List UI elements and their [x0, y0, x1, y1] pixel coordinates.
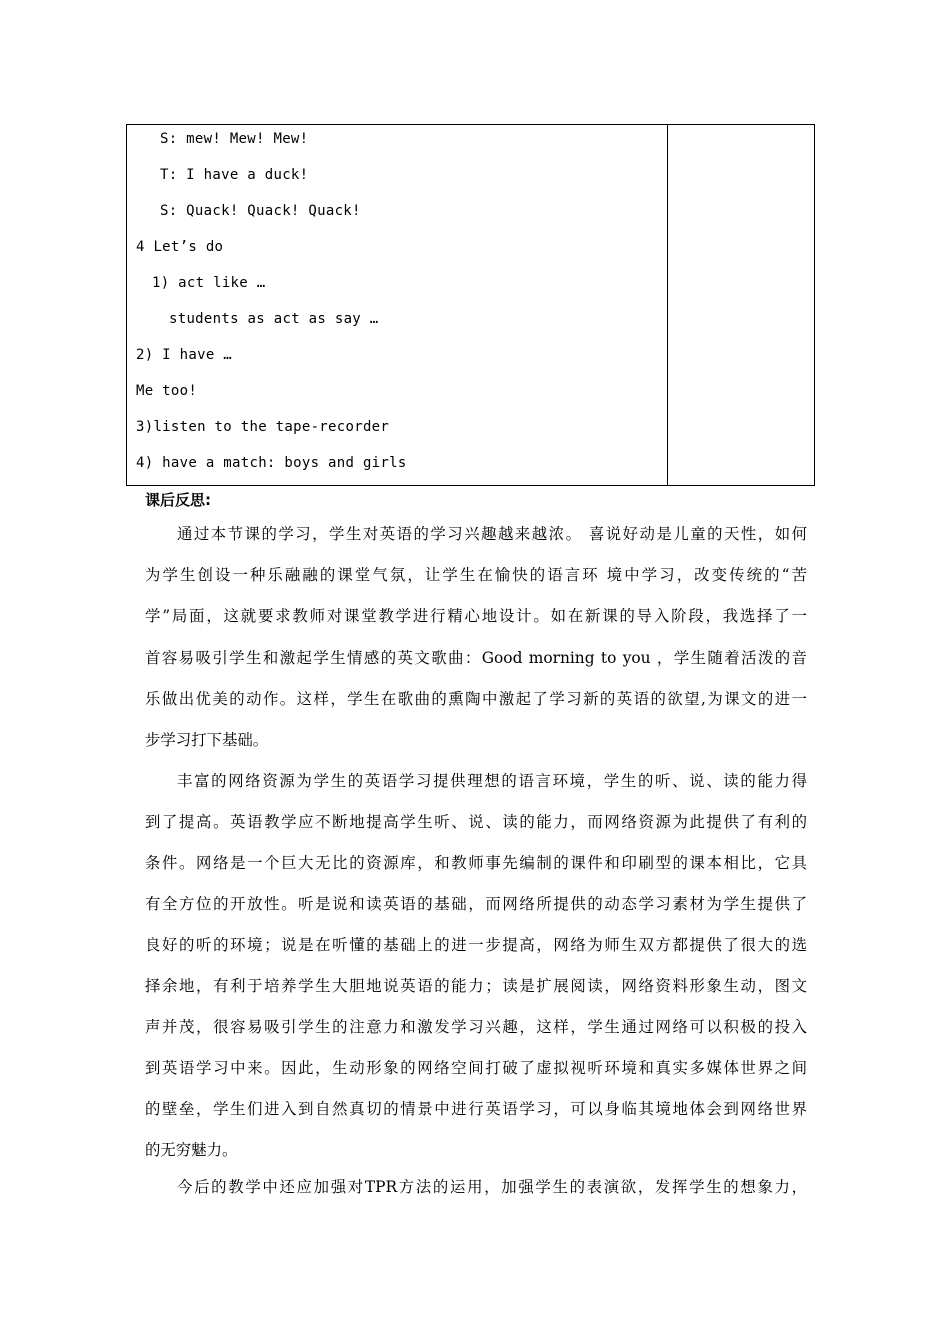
paragraph-line: 的壁垒，学生们进入到自然真切的情景中进行英语学习，可以身临其境地体会到网络世界: [145, 1100, 807, 1118]
paragraph-line: 择余地，有利于培养学生大胆地说英语的能力；读是扩展阅读，网络资料形象生动，图文: [145, 977, 807, 995]
table-line: T: I have a duck!: [160, 167, 309, 183]
paragraph-line: 丰富的网络资源为学生的英语学习提供理想的语言环境，学生的听、说、读的能力得: [177, 772, 807, 790]
paragraph-line: 的无穷魅力。: [145, 1141, 238, 1159]
table-column-divider: [667, 125, 668, 485]
paragraph-line: 步学习打下基础。: [145, 731, 269, 749]
paragraph-line: 学”局面，这就要求教师对课堂教学进行精心地设计。如在新课的导入阶段，我选择了一: [145, 607, 807, 625]
paragraph-line: 首容易吸引学生和激起学生情感的英文歌曲：Good morning to you ，学生随着活泼的音: [145, 649, 807, 667]
paragraph-line: 有全方位的开放性。听是说和读英语的基础，而网络所提供的动态学习素材为学生提供了: [145, 895, 807, 913]
table-line: 3)listen to the tape-recorder: [136, 419, 390, 435]
paragraph-line: 条件。网络是一个巨大无比的资源库，和教师事先编制的课件和印刷型的课本相比，它具: [145, 854, 807, 872]
table-line: students as act as say …: [169, 311, 379, 327]
paragraph-line: 为学生创设一种乐融融的课堂气氛，让学生在愉快的语言环 境中学习，改变传统的“苦: [145, 566, 807, 584]
table-line: 2) I have …: [136, 347, 233, 363]
paragraph-line: 乐做出优美的动作。这样，学生在歌曲的熏陶中激起了学习新的英语的欲望,为课文的进一: [145, 690, 807, 708]
paragraph-line: 今后的教学中还应加强对TPR方法的运用，加强学生的表演欲，发挥学生的想象力，: [177, 1178, 807, 1196]
paragraph-line: 通过本节课的学习，学生对英语的学习兴趣越来越浓。 喜说好动是儿童的天性，如何: [177, 525, 807, 543]
table-line: 4 Let’s do: [136, 239, 224, 255]
table-line: S: mew! Mew! Mew!: [160, 131, 309, 147]
table-line: Me too!: [136, 383, 198, 399]
table-line: 4) have a match: boys and girls: [136, 455, 407, 471]
lesson-steps-table: [126, 124, 815, 486]
paragraph-line: 到了提高。英语教学应不断地提高学生听、说、读的能力，而网络资源为此提供了有利的: [145, 813, 807, 831]
reflection-heading: 课后反思:: [145, 491, 211, 509]
paragraph-line: 声并茂，很容易吸引学生的注意力和激发学习兴趣，这样，学生通过网络可以积极的投入: [145, 1018, 807, 1036]
table-line: 1) act like …: [152, 275, 266, 291]
table-line: S: Quack! Quack! Quack!: [160, 203, 361, 219]
paragraph-line: 良好的听的环境；说是在听懂的基础上的进一步提高，网络为师生双方都提供了很大的选: [145, 936, 807, 954]
paragraph-line: 到英语学习中来。因此，生动形象的网络空间打破了虚拟视听环境和真实多媒体世界之间: [145, 1059, 807, 1077]
